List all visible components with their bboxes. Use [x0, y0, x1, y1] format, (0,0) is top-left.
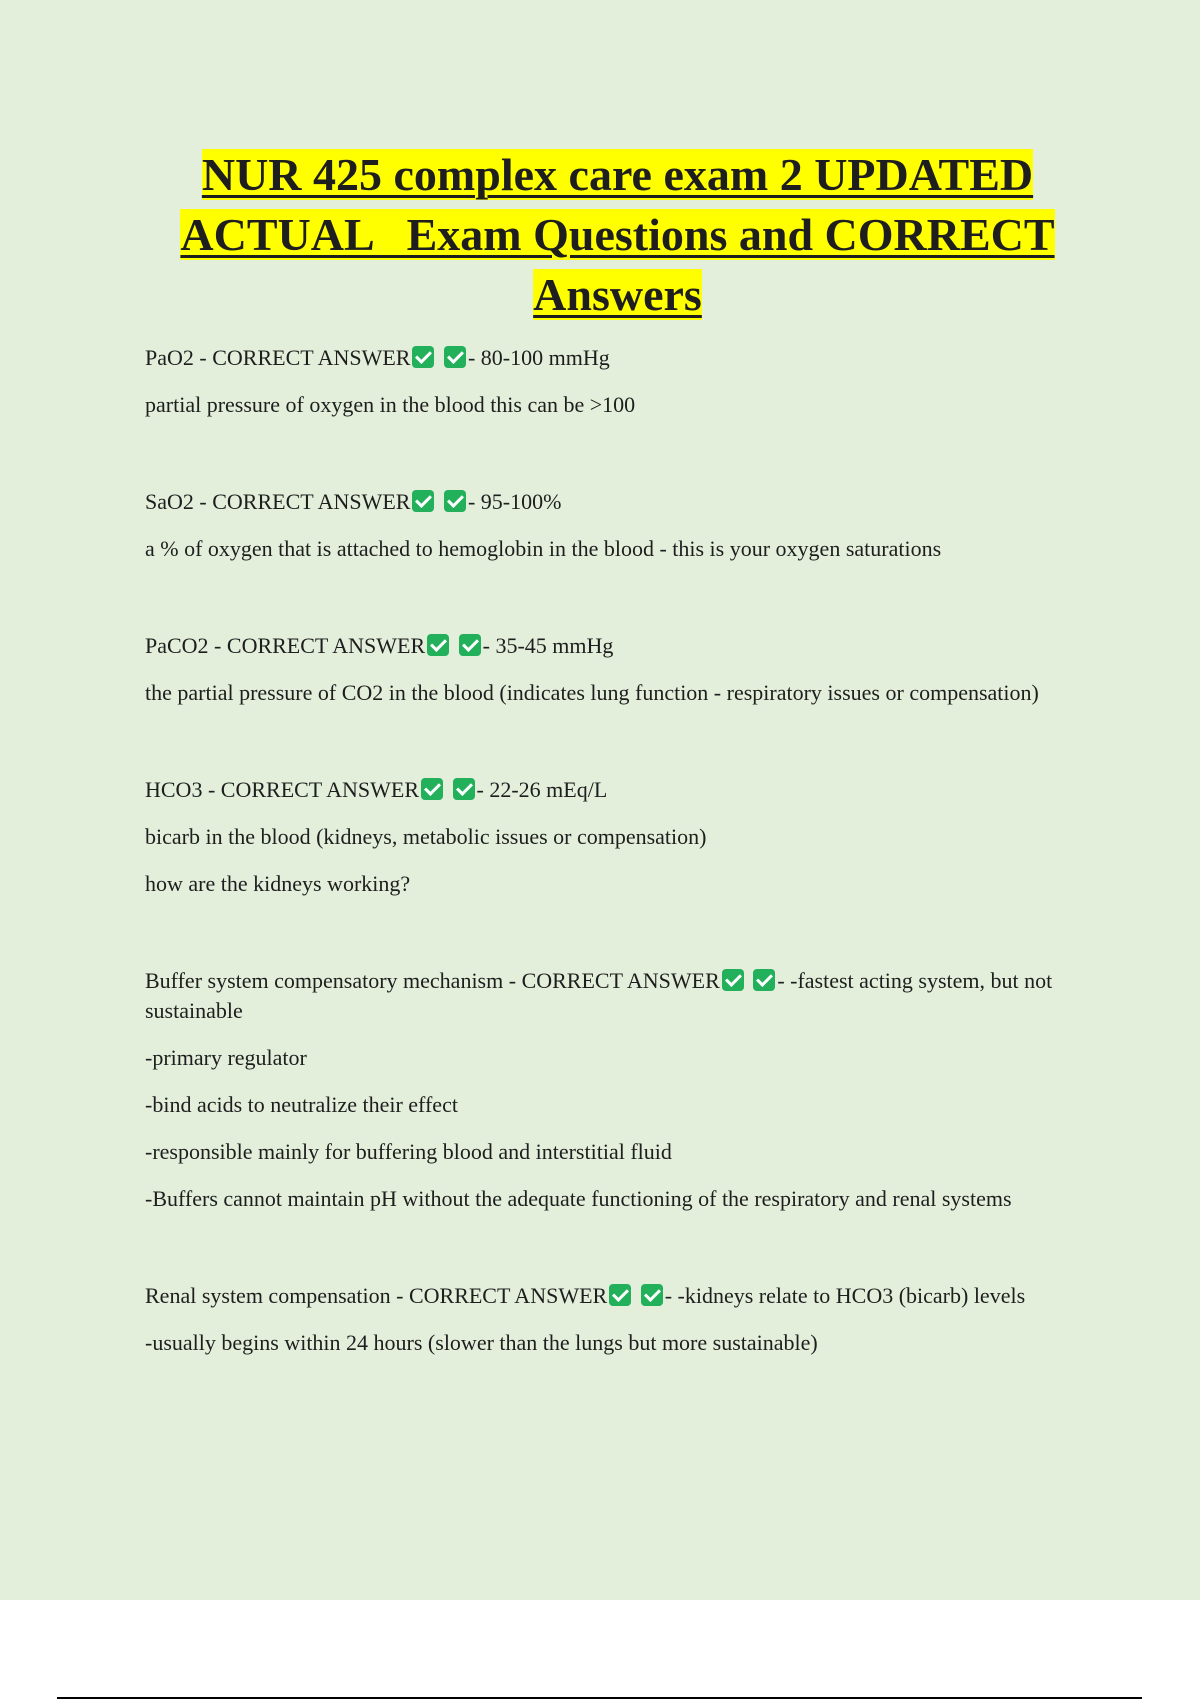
note-line: -primary regulator — [145, 1045, 307, 1070]
qa-item-sao2 — [145, 487, 1090, 564]
term: PaO2 - — [145, 345, 213, 370]
check-icon — [459, 634, 481, 656]
qa-item-hco3 — [145, 775, 1090, 899]
note-line: bicarb in the blood (kidneys, metabolic issues or compensation) — [145, 824, 707, 849]
answer-label: CORRECT ANSWER — [212, 489, 411, 514]
answer-text: - -kidneys relate to HCO3 (bicarb) levels — [664, 1283, 1026, 1308]
note-line: -bind acids to neutralize their effect — [145, 1092, 458, 1117]
term: PaCO2 - — [145, 633, 227, 658]
answer-text: - 95-100% — [467, 489, 562, 514]
question-line — [145, 631, 1090, 661]
check-icon — [444, 490, 466, 512]
question-line — [145, 487, 1090, 517]
question-line — [145, 1281, 1090, 1311]
check-icon — [412, 490, 434, 512]
answer-text: - 22-26 mEq/L — [476, 777, 608, 802]
answer-text: - -fastest acting system, but not sustainable — [145, 968, 1053, 1023]
answer-text: - 35-45 mmHg — [482, 633, 614, 658]
qa-item-paco2 — [145, 631, 1090, 708]
title-line-2: ACTUAL Exam Questions and CORRECT — [180, 209, 1055, 260]
qa-item-renal-system — [145, 1281, 1090, 1358]
title-line-3: Answers — [533, 269, 702, 320]
title-line-1: NUR 425 complex care exam 2 UPDATED — [201, 149, 1034, 200]
term: Renal system compensation - — [145, 1283, 409, 1308]
term: SaO2 - — [145, 489, 213, 514]
footer-divider — [57, 1697, 1142, 1699]
note-line: how are the kidneys working? — [145, 871, 411, 896]
qa-list — [145, 343, 1090, 1375]
note-line: -Buffers cannot maintain pH without the adequate functioning of the respiratory and renal systems — [145, 1186, 1012, 1211]
answer-label: CORRECT ANSWER — [212, 345, 411, 370]
note-line: -responsible mainly for buffering blood and interstitial fluid — [145, 1139, 672, 1164]
answer-text: - 80-100 mmHg — [467, 345, 610, 370]
check-icon — [609, 1284, 631, 1306]
answer-label: CORRECT ANSWER — [226, 633, 426, 658]
note-line: the partial pressure of CO2 in the blood (indicates lung function - respiratory issues or compensation) — [145, 680, 1039, 705]
answer-label: CORRECT ANSWER — [408, 1283, 608, 1308]
term: Buffer system compensatory mechanism - — [145, 968, 522, 993]
check-icon — [722, 969, 744, 991]
check-icon — [421, 778, 443, 800]
check-icon — [412, 346, 434, 368]
note-line: partial pressure of oxygen in the blood this can be >100 — [145, 392, 636, 417]
check-icon — [453, 778, 475, 800]
answer-label: CORRECT ANSWER — [220, 777, 420, 802]
question-line — [145, 343, 1090, 373]
note-line: -usually begins within 24 hours (slower than the lungs but more sustainable) — [145, 1330, 818, 1355]
check-icon — [641, 1284, 663, 1306]
term: HCO3 - — [145, 777, 221, 802]
qa-item-buffer-system — [145, 966, 1090, 1214]
check-icon — [753, 969, 775, 991]
note-line: a % of oxygen that is attached to hemoglobin in the blood - this is your oxygen saturations — [145, 536, 942, 561]
question-line — [145, 775, 1090, 805]
answer-label: CORRECT ANSWER — [521, 968, 720, 993]
check-icon — [427, 634, 449, 656]
check-icon — [444, 346, 466, 368]
qa-item-pao2 — [145, 343, 1090, 420]
question-line — [145, 966, 1090, 1026]
document-title — [110, 145, 1125, 325]
